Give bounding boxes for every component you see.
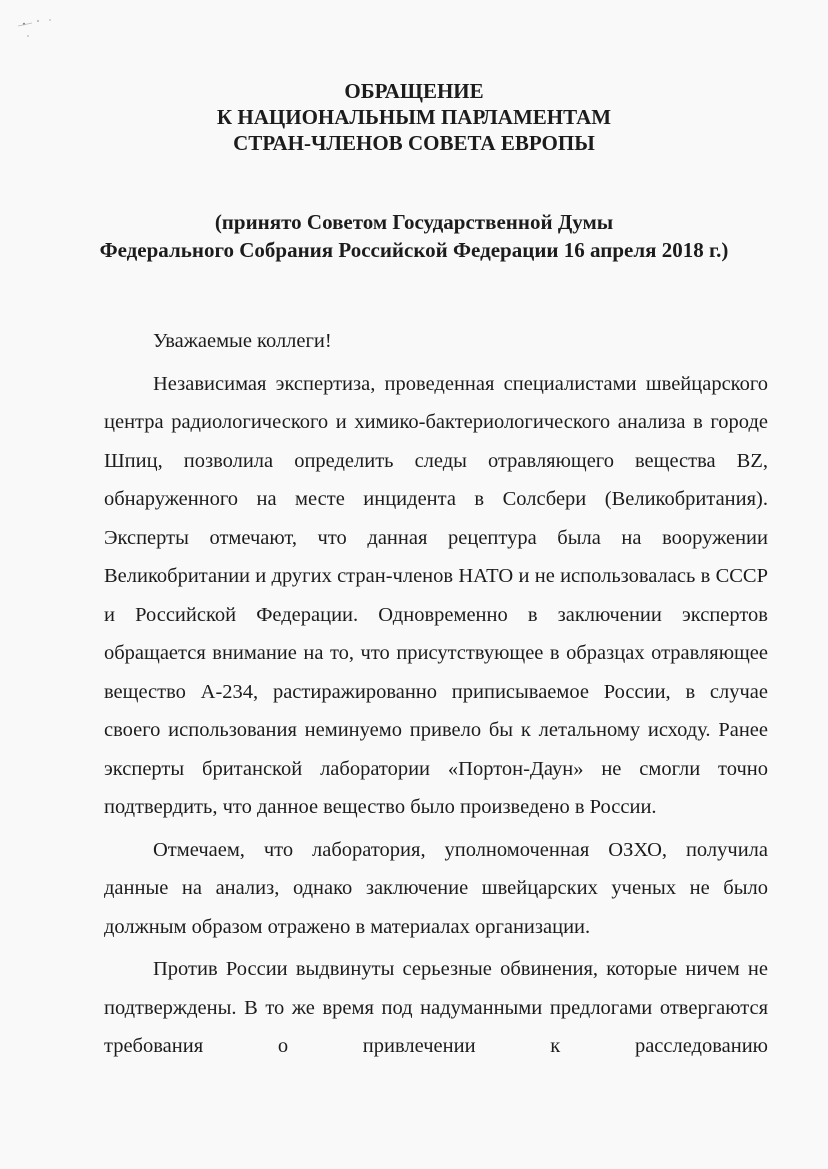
paragraph-3: Против России выдвинуты серьезные обвинения, которые ничем не подтверждены. В то же время под надуманными предлогами отвергаются требования о привлечении к расследованию: [104, 958, 768, 1057]
paragraph-2: Отмечаем, что лаборатория, уполномоченная ОЗХО, получила данные на анализ, однако заключение швейцарских ученых не было должным образом отражено в материалах организации.: [104, 838, 768, 938]
title-line-3: СТРАН-ЧЛЕНОВ СОВЕТА ЕВРОПЫ: [233, 131, 595, 155]
greeting: Уважаемые коллеги!: [153, 330, 332, 352]
subtitle-line-2: Федерального Собрания Российской Федерации 16 апреля 2018 г.): [99, 238, 729, 262]
scan-speck-marks: [10, 12, 70, 42]
subtitle-line-1: (принято Советом Государственной Думы: [214, 210, 614, 234]
document-subtitle: [0, 208, 828, 264]
document-title: [0, 78, 828, 156]
title-line-1: ОБРАЩЕНИЕ: [344, 79, 484, 103]
document-body: [104, 322, 768, 1070]
paragraph-1: Независимая экспертиза, проведенная специалистами швейцарского центра радиологического и химико-бактериологического анализа в городе Шпиц, позволила определить следы отравляющего вещества BZ, обнаруженного на месте инцидента в Солсбери (Великобритания). Эксперты отмечают, что данная рецептура была на вооружении Великобритании и других стран-членов НАТО и не использовалась в СССР и Российской Федерации. Одновременно в заключении экспертов обращается внимание на то, что присутствующее в образцах отравляющее вещество А-234, растиражированно приписываемое России, в случае своего использования неминуемо привело бы к летальному исходу. Ранее эксперты британской лаборатории «Портон-Даун» не смогли точно подтвердить, что данное вещество было произведено в России.: [104, 372, 768, 818]
title-line-2: К НАЦИОНАЛЬНЫМ ПАРЛАМЕНТАМ: [216, 105, 612, 129]
